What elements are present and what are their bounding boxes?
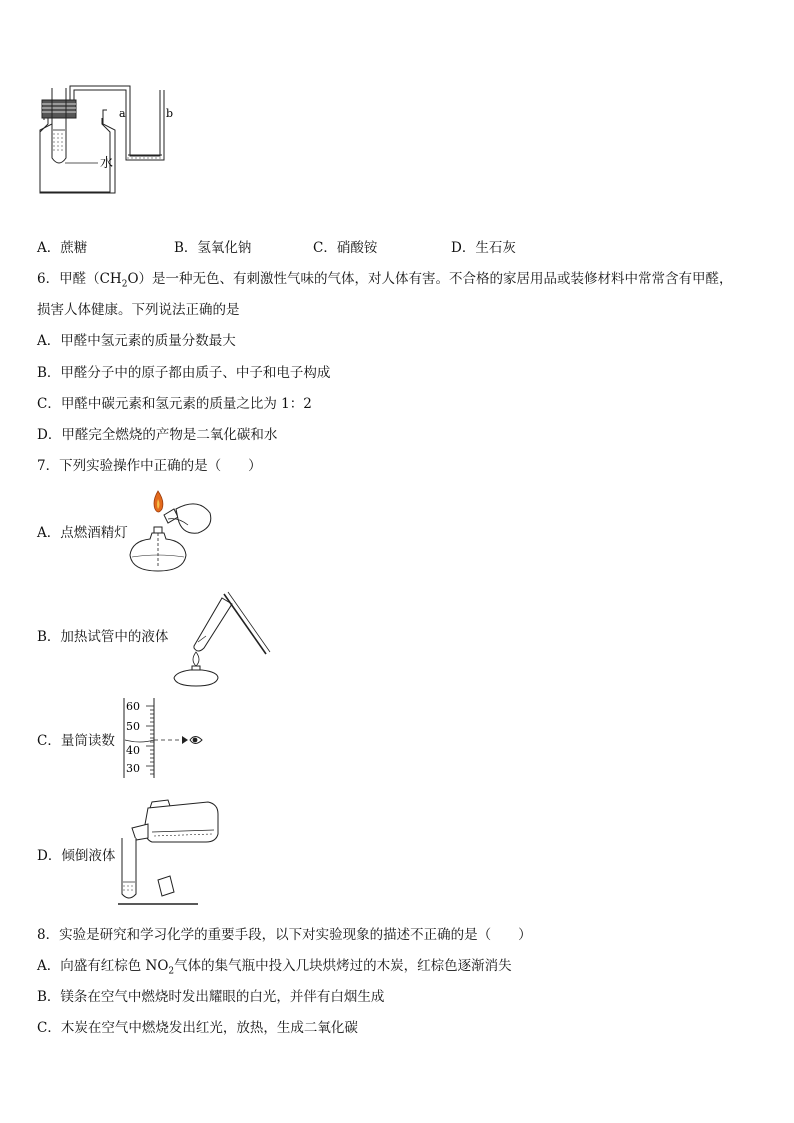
q7-heating-tube-figure <box>176 592 271 687</box>
q6-stem-line1: 6．甲醛$(CH_2O)$是一种无色、有刺激性气味的气体，对人体有害。不合格的家居用品或装修材料中常常含有甲醛， <box>37 271 733 290</box>
q7-option-a: A．点燃酒精灯 <box>37 525 128 541</box>
q6-option-b: B．甲醛分子中的原子都由质子、中子和电子构成 <box>37 365 331 381</box>
cylinder-tick-60: 60 <box>126 700 140 713</box>
q7-lamp-lighting-figure <box>128 487 218 577</box>
q6-option-a: A．甲醛中氢元素的质量分数最大 <box>37 333 236 349</box>
cylinder-tick-30: 30 <box>126 762 140 775</box>
q7-pouring-liquid-figure <box>118 800 228 908</box>
q7-option-d: D．倾倒液体 <box>37 848 116 864</box>
cylinder-tick-50: 50 <box>126 720 140 733</box>
q7-stem: 7．下列实验操作中正确的是（ ） <box>37 458 262 474</box>
q5-option-d: D．生石灰 <box>451 240 516 256</box>
q6-option-d: D．甲醛完全燃烧的产物是二氧化碳和水 <box>37 427 278 443</box>
q5-options <box>0 239 794 257</box>
q7-option-c: C．量筒读数 <box>37 733 115 749</box>
label-b: b <box>166 107 174 120</box>
q8-option-b: B．镁条在空气中燃烧时发出耀眼的白光，并伴有白烟生成 <box>37 989 385 1005</box>
q8-stem: 8．实验是研究和学习化学的重要手段，以下对实验现象的描述不正确的是（ ） <box>37 927 532 943</box>
q5-option-a: A．蔗糖 <box>37 240 88 256</box>
q6-option-c: C．甲醛中碳元素和氢元素的质量之比为 1：2 <box>37 396 312 412</box>
q7-option-b: B．加热试管中的液体 <box>37 629 169 645</box>
cylinder-tick-40: 40 <box>126 744 140 757</box>
label-a: a <box>119 107 126 120</box>
q5-apparatus-figure <box>30 80 200 200</box>
q6-stem-line2: 损害人体健康。下列说法正确的是 <box>37 302 240 318</box>
q8-option-c: C．木炭在空气中燃烧发出红光，放热，生成二氧化碳 <box>37 1020 358 1036</box>
label-water: 水 <box>100 156 114 171</box>
q5-option-c: C．硝酸铵 <box>313 240 378 256</box>
q8-option-a: A．向盛有红棕色 $NO_2$气体的集气瓶中投入几块烘烤过的木炭，红棕色逐渐消失 <box>37 958 512 977</box>
q7-cylinder-reading-figure <box>118 694 208 786</box>
q5-option-b: B．氢氧化钠 <box>174 240 252 256</box>
